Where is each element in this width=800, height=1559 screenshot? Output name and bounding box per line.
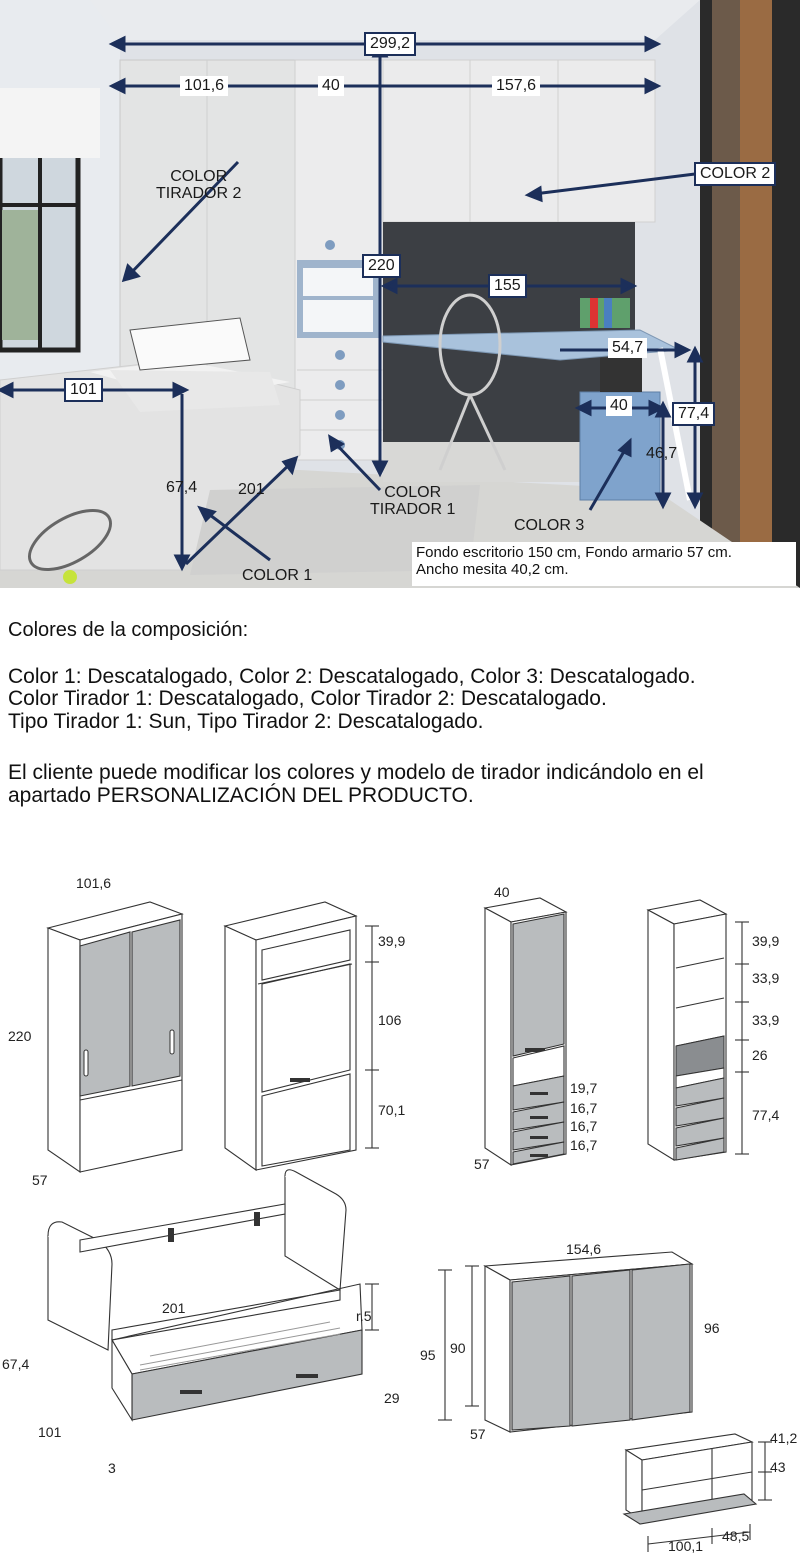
- label-color-tirador-2: COLOR TIRADOR 2: [156, 168, 242, 202]
- top-width: 154,6: [566, 1241, 602, 1257]
- bed-depth: 101: [38, 1424, 62, 1440]
- dim-segment-3: 157,6: [492, 76, 540, 96]
- wardrobe-height: 220: [8, 1028, 32, 1044]
- label-color-2: COLOR 2: [694, 162, 776, 186]
- dim-mesita-height: 46,7: [646, 445, 678, 462]
- shelf-unit-drawing: [624, 1434, 756, 1524]
- dim-bed-height: 67,4: [166, 479, 198, 496]
- wardrobe-depth: 57: [32, 1172, 48, 1188]
- label-color-tirador-1: COLOR TIRADOR 1: [370, 484, 456, 518]
- personalization-link[interactable]: PERSONALIZACIÓN DEL PRODUCTO: [96, 784, 468, 807]
- heading-text: Colores de la composición: [8, 619, 243, 641]
- dim-mesita-width: 40: [606, 396, 632, 416]
- drawer-block: 77,4: [752, 1107, 780, 1123]
- colors-heading: [8, 620, 248, 641]
- text-line-1: Color 1: Descatalogado, Color 2: Descatalogado, Color 3: Descatalogado.: [8, 665, 696, 688]
- text-line-4: El cliente puede modificar los colores y modelo de tirador indicándolo en el: [8, 761, 704, 784]
- open-gap: 26: [752, 1047, 768, 1063]
- wardrobe-open-drawing: [225, 902, 356, 1170]
- interior-2: 106: [378, 1012, 402, 1028]
- drawer-4: 16,7: [570, 1137, 598, 1153]
- top-depth: 57: [470, 1426, 486, 1442]
- note-line-1: Fondo escritorio 150 cm, Fondo armario 57 cm.: [416, 544, 732, 561]
- label-color-1: COLOR 1: [242, 567, 313, 584]
- dim-desk-width: 155: [488, 274, 527, 298]
- top-height-a: 95: [420, 1347, 436, 1363]
- note-line-2: Ancho mesita 40,2 cm.: [416, 561, 569, 578]
- dim-bed-width: 101: [64, 378, 103, 402]
- drawer-3: 16,7: [570, 1118, 598, 1134]
- bed-height: 67,4: [2, 1356, 30, 1372]
- column-depth: 57: [474, 1156, 490, 1172]
- interior-1: 39,9: [378, 933, 406, 949]
- dim-segment-2: 40: [318, 76, 344, 96]
- trundle-height: 29: [384, 1390, 400, 1406]
- label-color-3: COLOR 3: [514, 517, 585, 534]
- dim-height: 220: [362, 254, 401, 278]
- wardrobe-width: 101,6: [76, 875, 112, 891]
- heading-colon: :: [242, 619, 249, 641]
- room-photo: [0, 0, 800, 588]
- bed-leg: 3: [108, 1460, 116, 1476]
- shelf-unit-b: 43: [770, 1459, 786, 1475]
- dim-total-width: 299,2: [364, 32, 416, 56]
- bed-length: 201: [162, 1300, 186, 1316]
- bed-drawing: [48, 1170, 362, 1420]
- shelf-2: 33,9: [752, 970, 780, 986]
- wardrobe-closed-drawing: [48, 902, 182, 1172]
- bed-radius: r.5: [356, 1308, 372, 1324]
- dim-bed-length: 201: [238, 481, 265, 498]
- shelf-unit-w2: 48,5: [722, 1528, 750, 1544]
- dim-desk-return: 54,7: [608, 338, 647, 358]
- text-line-5-c: .: [467, 784, 474, 807]
- column-closed-drawing: [485, 898, 566, 1165]
- photo-note: [412, 542, 796, 586]
- column-width: 40: [494, 884, 510, 900]
- dim-desk-height: 77,4: [672, 402, 715, 426]
- technical-drawings: [0, 860, 800, 1559]
- text-line-5: [8, 785, 474, 806]
- drawer-1: 19,7: [570, 1080, 598, 1096]
- shelf-unit-a: 41,2: [770, 1430, 798, 1446]
- column-open-drawing: [648, 900, 726, 1160]
- shelf-1: 39,9: [752, 933, 780, 949]
- top-height-b: 90: [450, 1340, 466, 1356]
- text-line-2: Color Tirador 1: Descatalogado, Color Tirador 2: Descatalogado.: [8, 687, 607, 710]
- shelf-unit-w1: 100,1: [668, 1538, 704, 1554]
- drawer-2: 16,7: [570, 1100, 598, 1116]
- shelf-3: 33,9: [752, 1012, 780, 1028]
- interior-3: 70,1: [378, 1102, 406, 1118]
- top-height-c: 96: [704, 1320, 720, 1336]
- dim-segment-1: 101,6: [180, 76, 228, 96]
- text-line-5-a: apartado: [8, 784, 97, 807]
- text-line-3: Tipo Tirador 1: Sun, Tipo Tirador 2: Descatalogado.: [8, 710, 484, 733]
- top-cabinet-drawing: [485, 1252, 692, 1432]
